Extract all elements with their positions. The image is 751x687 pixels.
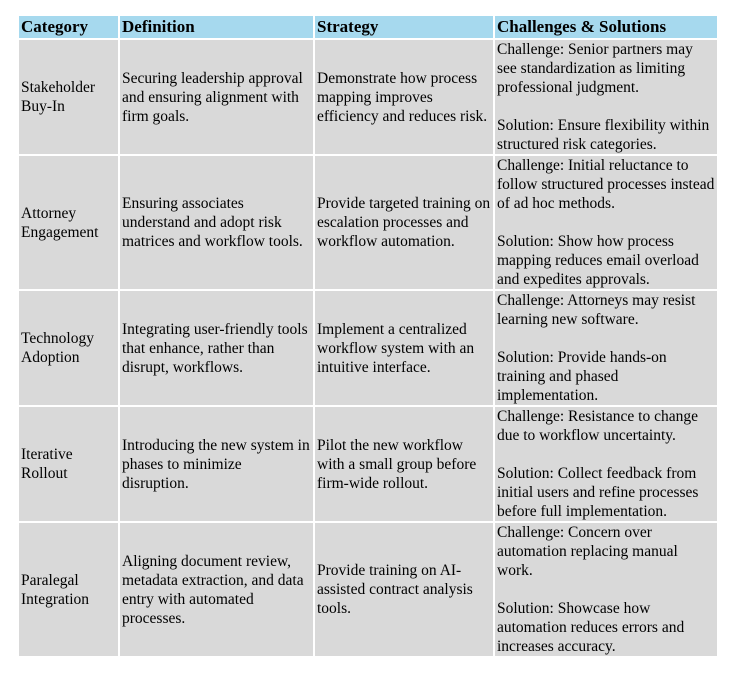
challenge-text: Challenge: Senior partners may see standardization as limiting professional judgment. xyxy=(497,41,693,96)
challenges-solutions-cell xyxy=(494,155,718,290)
challenges-solutions-cell xyxy=(494,39,718,155)
definition-cell: Introducing the new system in phases to minimize disruption. xyxy=(119,406,314,522)
definition-cell: Ensuring associates understand and adopt risk matrices and workflow tools. xyxy=(119,155,314,290)
challenges-solutions-cell xyxy=(494,290,718,406)
strategy-cell: Demonstrate how process mapping improves efficiency and reduces risk. xyxy=(314,39,494,155)
paragraph-gap xyxy=(497,580,715,599)
strategy-cell: Implement a centralized workflow system with an intuitive interface. xyxy=(314,290,494,406)
challenge-text: Challenge: Attorneys may resist learning new software. xyxy=(497,292,696,328)
challenges-solutions-cell xyxy=(494,406,718,522)
definition-cell: Securing leadership approval and ensuring alignment with firm goals. xyxy=(119,39,314,155)
challenge-text: Challenge: Resistance to change due to workflow uncertainty. xyxy=(497,408,699,444)
paragraph-gap xyxy=(497,97,715,116)
table-row xyxy=(18,290,718,406)
definition-cell: Integrating user-friendly tools that enhance, rather than disrupt, workflows. xyxy=(119,290,314,406)
header-category: Category xyxy=(18,15,119,39)
strategy-cell: Pilot the new workflow with a small group before firm-wide rollout. xyxy=(314,406,494,522)
solution-text: Solution: Ensure flexibility within structured risk categories. xyxy=(497,117,710,153)
solution-text: Solution: Show how process mapping reduces email overload and expedites approvals. xyxy=(497,233,699,288)
definition-cell: Aligning document review, metadata extraction, and data entry with automated processes. xyxy=(119,522,314,657)
challenges-solutions-cell xyxy=(494,522,718,657)
paragraph-gap xyxy=(497,213,715,232)
strategy-cell: Provide training on AI-assisted contract analysis tools. xyxy=(314,522,494,657)
adoption-strategy-table xyxy=(17,14,719,658)
header-row xyxy=(18,15,718,39)
challenge-text: Challenge: Concern over automation replacing manual work. xyxy=(497,524,678,579)
solution-text: Solution: Collect feedback from initial users and refine processes before full implementation. xyxy=(497,465,699,520)
category-cell: Technology Adoption xyxy=(18,290,119,406)
solution-text: Solution: Provide hands-on training and phased implementation. xyxy=(497,349,667,404)
header-definition: Definition xyxy=(119,15,314,39)
header-strategy: Strategy xyxy=(314,15,494,39)
table-row xyxy=(18,155,718,290)
table-row xyxy=(18,522,718,657)
challenge-text: Challenge: Initial reluctance to follow structured processes instead of ad hoc methods. xyxy=(497,157,715,212)
table-row xyxy=(18,406,718,522)
paragraph-gap xyxy=(497,445,715,464)
category-cell: Attorney Engagement xyxy=(18,155,119,290)
category-cell: Iterative Rollout xyxy=(18,406,119,522)
paragraph-gap xyxy=(497,329,715,348)
strategy-cell: Provide targeted training on escalation processes and workflow automation. xyxy=(314,155,494,290)
category-cell: Paralegal Integration xyxy=(18,522,119,657)
table-row xyxy=(18,39,718,155)
solution-text: Solution: Showcase how automation reduces errors and increases accuracy. xyxy=(497,600,685,655)
category-cell: Stakeholder Buy-In xyxy=(18,39,119,155)
header-challenges-solutions: Challenges & Solutions xyxy=(494,15,718,39)
